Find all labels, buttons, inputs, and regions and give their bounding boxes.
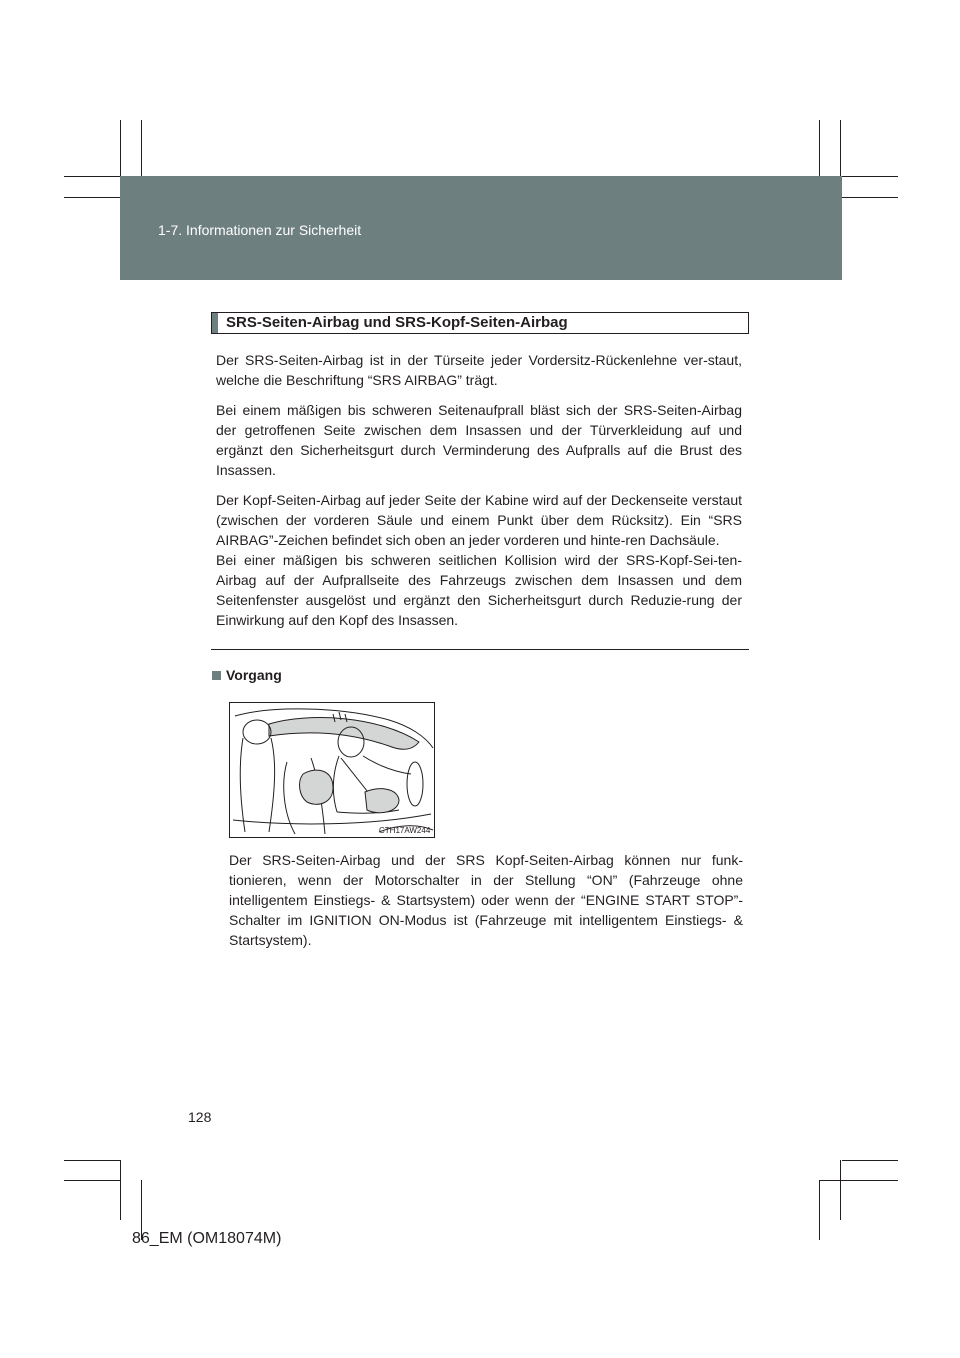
crop-mark <box>840 120 841 180</box>
subsection-text: Der SRS-Seiten-Airbag und der SRS Kopf-Seiten-Airbag können nur funk-tionieren, wenn der Motorschalter in der Stellung “ON” (Fahrzeuge ohne intelligentem Einstiegs- & Startsystem) oder wenn der “ENGINE START STOP”-Schalter im IGNITION ON-Modus ist (Fahrzeuge mit intelligentem Einstiegs- & Startsystem). <box>229 852 743 948</box>
paragraph: Bei einer mäßigen bis schweren seitlichen Kollision wird der SRS-Kopf-Sei-ten-Airbag auf der Aufprallseite des Fahrzeugs zwischen dem Insassen und dem Seitenfenster ausgelöst und ergänzt den Sicherheitsgurt durch Reduzie-rung der Einwirkung auf den Kopf des Insassen. <box>216 552 742 628</box>
section-title-box <box>211 312 749 334</box>
header-band <box>120 176 842 280</box>
section-title: SRS-Seiten-Airbag und SRS-Kopf-Seiten-Airbag <box>226 314 568 331</box>
crop-mark <box>120 1160 121 1220</box>
crop-mark <box>120 120 121 180</box>
subsection-heading <box>212 667 282 683</box>
section-divider <box>211 649 749 650</box>
paragraph: Bei einem mäßigen bis schweren Seitenaufprall bläst sich der SRS-Seiten-Airbag der getroffenen Seite zwischen dem Insassen und der Türverkleidung auf und ergänzt den Sicherheitsgurt durch Verminderung des Aufpralls auf die Brust des Insassen. <box>216 402 742 478</box>
crop-mark <box>819 120 820 180</box>
crop-mark <box>820 1180 898 1181</box>
section-body <box>216 350 742 640</box>
crop-mark <box>141 120 142 180</box>
section-title-accent <box>212 313 218 333</box>
crop-mark <box>840 1160 841 1220</box>
page-number: 128 <box>188 1109 212 1125</box>
header-section-title: 1-7. Informationen zur Sicherheit <box>158 222 362 238</box>
subsection-title: Vorgang <box>226 667 282 683</box>
crop-mark <box>842 197 898 198</box>
crop-mark <box>819 1180 820 1240</box>
crop-mark <box>64 176 120 177</box>
paragraph: Der Kopf-Seiten-Airbag auf jeder Seite der Kabine wird auf der Deckenseite verstaut (zwischen der vorderen Säule und einem Punkt über dem Rücksitz). Ein “SRS AIRBAG”-Zeichen befindet sich oben an jeder vorderen und hinte-ren Dachsäule. <box>216 492 742 548</box>
airbag-illustration <box>229 702 435 838</box>
crop-mark <box>842 176 898 177</box>
document-code: 86_EM (OM18074M) <box>132 1230 282 1247</box>
figure-code: CTH17AW244 <box>379 826 431 835</box>
crop-mark <box>64 197 120 198</box>
crop-mark <box>842 1160 898 1161</box>
square-bullet-icon <box>212 671 221 680</box>
crop-mark <box>64 1180 120 1181</box>
crop-mark <box>64 1160 120 1161</box>
paragraph: Der SRS-Seiten-Airbag ist in der Türseite jeder Vordersitz-Rückenlehne ver-staut, welche die Beschriftung “SRS AIRBAG” trägt. <box>216 352 742 388</box>
